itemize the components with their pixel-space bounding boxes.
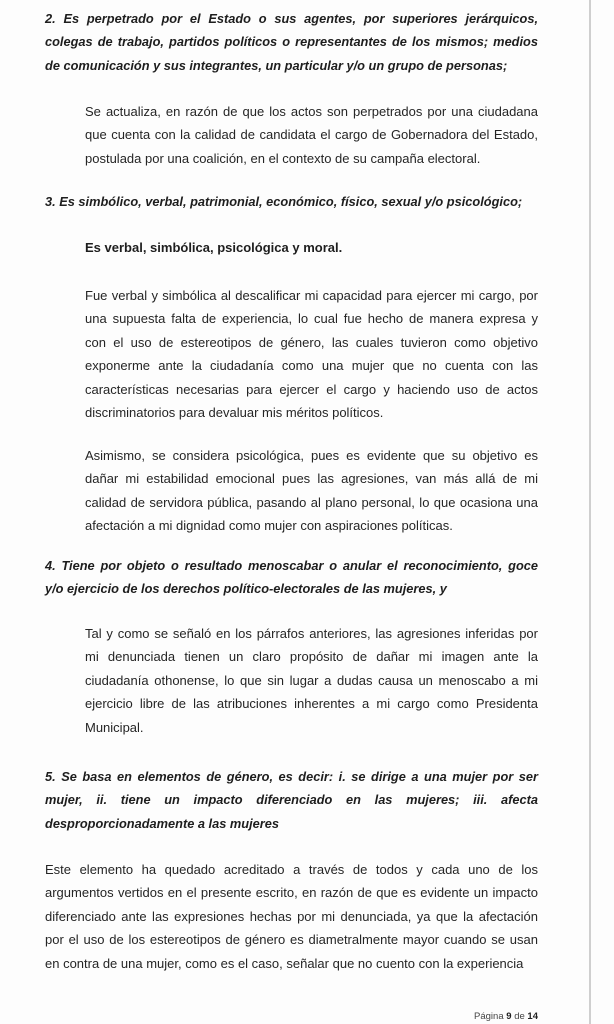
text-line: calidad de servidora pública, pasando al plano personal, lo que ocasiona una (85, 494, 538, 510)
text-line: postulada por una coalición, en el contexto de su campaña electoral. (85, 150, 481, 166)
text-line: 5. Se basa en elementos de género, es decir: i. se dirige a una mujer por ser (45, 769, 538, 784)
criterion-4-heading (45, 554, 538, 601)
text-line: Fue verbal y simbólica al descalificar mi capacidad para ejercer mi cargo, por (85, 288, 538, 303)
criterion-2-analysis-paragraph (85, 100, 538, 170)
text-line: en contra de una mujer, como es el caso, señalar que no cuento con la experiencia (45, 955, 524, 971)
page-label: Página (474, 1011, 504, 1022)
text-line: desproporcionadamente a las mujeres (45, 815, 279, 831)
text-line: por el uso de los estereotipos de género es diametralmente mayor cuando se usan (45, 932, 538, 948)
text-line: Este elemento ha quedado acreditado a través de todos y cada uno de los (45, 862, 538, 877)
text-line: ejercicio libre de las atribuciones inherentes a mi cargo como Presidenta (85, 696, 538, 712)
of-label: de (514, 1011, 525, 1022)
text-line: exponerme ante la ciudadanía como una mujer que no cuenta con las (85, 358, 538, 374)
criterion-3-heading (45, 190, 538, 213)
text-line: 3. Es simbólico, verbal, patrimonial, económico, físico, sexual y/o psicológico; (45, 194, 523, 209)
text-line: argumentos vertidos en el presente escrito, en razón de que es evidente un impacto (45, 885, 538, 901)
page-number-footer (474, 1011, 538, 1022)
text-line: 2. Es perpetrado por el Estado o sus agentes, por superiores jerárquicos, (45, 11, 538, 26)
criterion-3-summary-paragraph (85, 236, 538, 259)
page-number: 9 (506, 1011, 512, 1022)
text-line: y/o ejercicio de los derechos político-electorales de las mujeres, y (45, 581, 447, 597)
text-line: dañar mi estabilidad emocional pues las agresiones, van más allá de mi (85, 471, 538, 487)
criterion-5-heading (45, 765, 538, 835)
text-line: ciudadanía othonense, lo que sin lugar a dudas causa un menoscabo a mi (85, 672, 538, 688)
text-line: Municipal. (85, 719, 144, 735)
criterion-4-analysis-paragraph (85, 622, 538, 739)
text-line: Tal y como se señaló en los párrafos anteriores, las agresiones inferidas por (85, 626, 538, 641)
text-line: Es verbal, simbólica, psicológica y moral. (85, 240, 343, 255)
criterion-3-analysis-2-paragraph (85, 444, 538, 538)
text-line: una supuesta falta de experiencia, lo cual fue hecho de manera expresa y (85, 311, 538, 327)
criterion-3-analysis-1-paragraph (85, 284, 538, 424)
text-line: diferenciado ante las expresiones hechas por mi denunciada, ya que la afectación (45, 908, 538, 924)
page-edge-divider (589, 0, 591, 1024)
text-line: características necesarias para ejercer el cargo y haciendo uso de actos (85, 381, 538, 397)
text-line: colegas de trabajo, partidos políticos o representantes de los mismos; medios (45, 34, 538, 50)
text-line: de comunicación y sus integrantes, un particular y/o un grupo de personas; (45, 57, 508, 73)
criterion-2-heading (45, 7, 538, 77)
text-line: mujer, ii. tiene un impacto diferenciado en las mujeres; iii. afecta (45, 792, 538, 808)
text-line: 4. Tiene por objeto o resultado menoscabar o anular el reconocimiento, goce (45, 558, 538, 573)
criterion-5-analysis-paragraph (45, 858, 538, 975)
text-line: con el uso de estereotipos de género, las cuales tuvieron como objetivo (85, 334, 538, 350)
text-line: mi denunciada tienen un claro propósito de dañar mi imagen ante la (85, 649, 538, 665)
text-line: Asimismo, se considera psicológica, pues es evidente que su objetivo es (85, 448, 538, 463)
text-line: afectación a mi dignidad como mujer con aspiraciones políticas. (85, 518, 453, 534)
total-pages: 14 (527, 1011, 538, 1022)
text-line: que cuenta con la calidad de candidata el cargo de Gobernadora del Estado, (85, 127, 538, 143)
text-line: Se actualiza, en razón de que los actos son perpetrados por una ciudadana (85, 104, 538, 119)
text-line: discriminatorios para devaluar mis méritos políticos. (85, 404, 384, 420)
